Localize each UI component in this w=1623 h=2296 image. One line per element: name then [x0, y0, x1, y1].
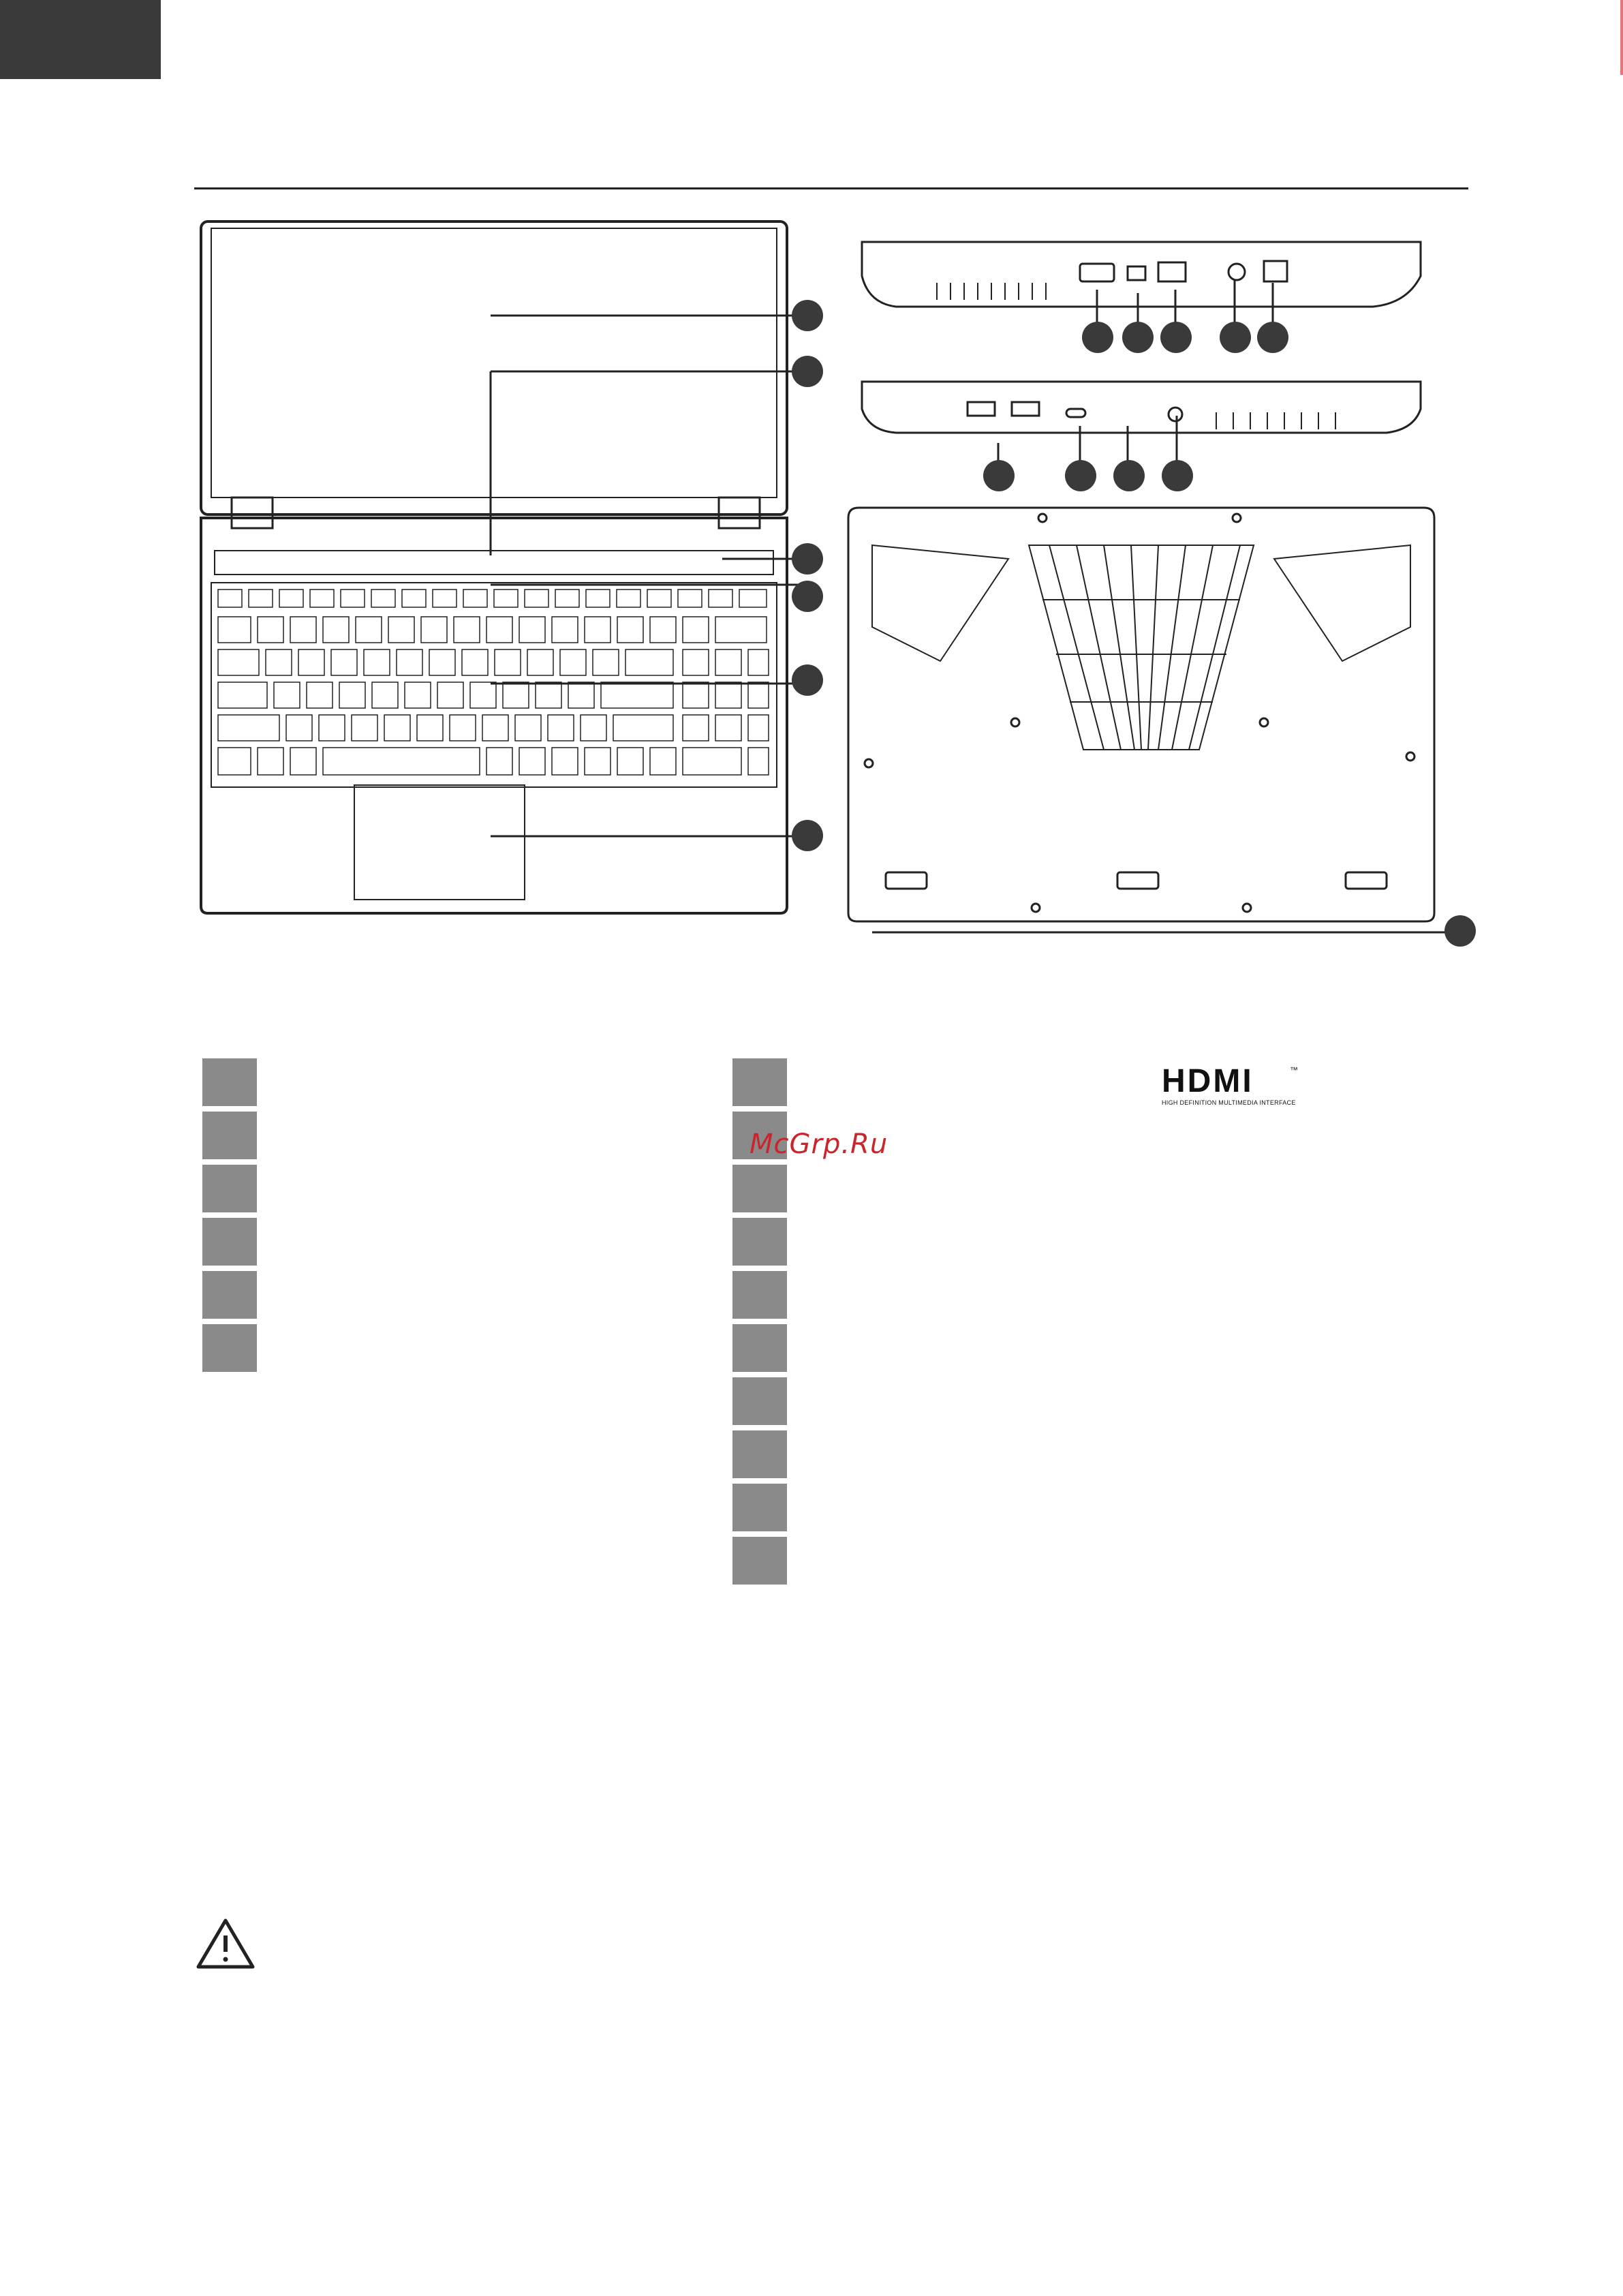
callout-marker	[1444, 915, 1476, 947]
callout-marker	[792, 356, 823, 387]
callout-marker	[1162, 460, 1193, 491]
callout-marker	[983, 460, 1015, 491]
callout-marker	[1082, 322, 1113, 353]
callout-marker	[1122, 322, 1154, 353]
legend-marker	[732, 1058, 787, 1106]
callout-marker	[1160, 322, 1192, 353]
legend-marker	[202, 1165, 257, 1212]
legend-marker	[732, 1165, 787, 1212]
callout-marker	[1257, 322, 1288, 353]
hdmi-logo	[1162, 1065, 1298, 1106]
laptop-right-side-view	[855, 235, 1427, 317]
hdmi-logo-word: HDMI	[1162, 1063, 1254, 1099]
callout-marker	[1065, 460, 1096, 491]
legend-marker	[202, 1058, 257, 1106]
callout-marker	[792, 820, 823, 851]
warning-triangle-icon	[194, 1916, 257, 1971]
laptop-bottom-view	[845, 504, 1438, 927]
callout-marker	[792, 581, 823, 612]
laptop-left-side-view	[855, 375, 1427, 443]
legend-marker	[202, 1324, 257, 1372]
legend-marker	[202, 1271, 257, 1319]
callout-marker	[1113, 460, 1145, 491]
legend-marker	[202, 1218, 257, 1266]
hdmi-logo-subtitle: HIGH DEFINITION MULTIMEDIA INTERFACE	[1162, 1099, 1296, 1106]
callout-marker	[1220, 322, 1251, 353]
legend-marker	[732, 1537, 787, 1585]
legend-marker	[732, 1218, 787, 1266]
legend-marker	[732, 1377, 787, 1425]
callout-marker	[792, 543, 823, 575]
callout-marker	[792, 300, 823, 331]
hdmi-logo-trademark: ™	[1290, 1065, 1298, 1075]
legend-marker	[732, 1271, 787, 1319]
legend-marker	[732, 1324, 787, 1372]
legend-marker	[732, 1484, 787, 1531]
watermark: McGrp.Ru	[749, 1129, 888, 1160]
legend-marker	[732, 1430, 787, 1478]
callout-marker	[792, 664, 823, 696]
legend-marker	[202, 1112, 257, 1159]
